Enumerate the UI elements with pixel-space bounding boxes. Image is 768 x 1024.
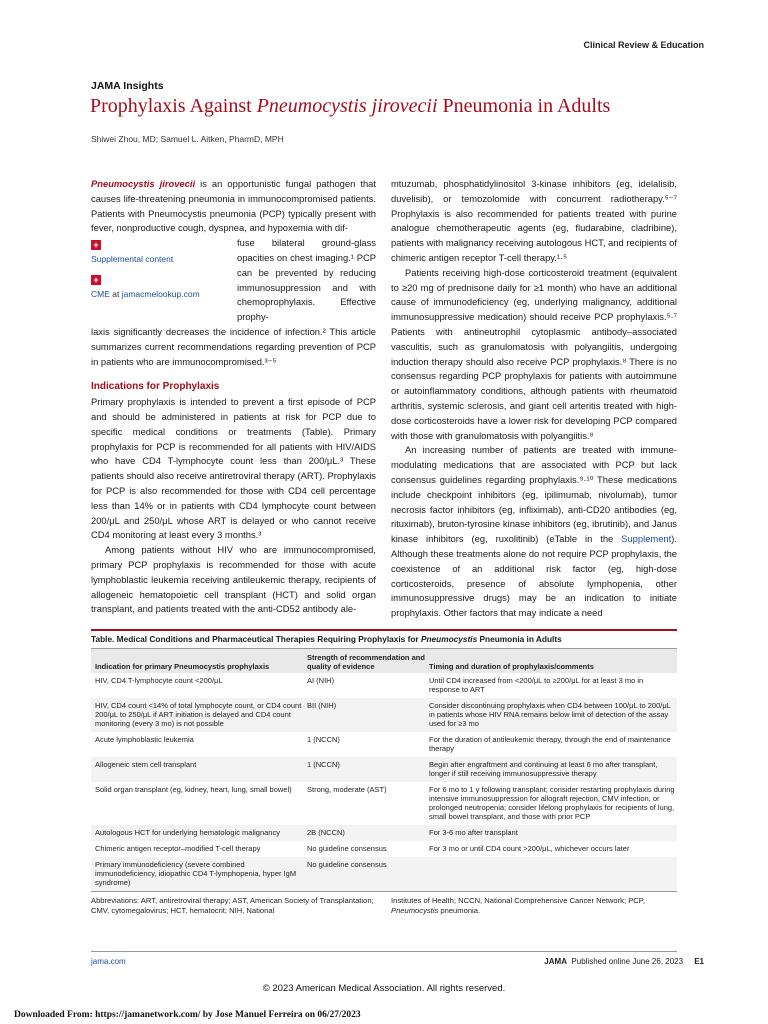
- table-body: [91, 649, 677, 891]
- table-header: Timing and duration of prophylaxis/comments: [427, 649, 677, 673]
- table-row: Autologous HCT for underlying hematologic malignancy 2B (NCCN) For 3-6 mo after transplant: [91, 825, 677, 841]
- cme-link[interactable]: CME at jamacmelookup.com: [91, 289, 200, 300]
- table-row: Allogeneic stem cell transplant 1 (NCCN) Begin after engraftment and continuing at least 6 mo after transplant, longer if still receiving immunosuppressive therapy: [91, 757, 677, 782]
- plus-icon[interactable]: +: [91, 240, 101, 250]
- table-header: Strength of recommendation and quality of evidence: [305, 649, 427, 673]
- body-paragraph: An increasing number of patients are treated with immune-modulating medications that are associated with PCP but lack consensus guidelines regarding prophylaxis.⁹·¹⁰ These medications include checkpoint inhibitors (eg, ipilimumab, nivolumab), tumor necrosis factor inhibitors (eg, infliximab), anti-CD20 antibodies (eg, rituximab), bruton-tyrosine kinase inhibitors (eg, ibrutinib), and Janus kinase inhibitors (eg, ruxolitinib) (eTable in the Supplement). Although these treatments alone do not require PCP prophylaxis, the coexistence of an additional risk factor (eg, high-dose corticosteroids, presence of absolute lymphopenia, other immunosuppressive drugs) may be an indication to initiate prophylaxis. Other factors that may indicate a need: [391, 444, 677, 619]
- table-header: Indication for primary Pneumocystis prophylaxis: [91, 649, 305, 673]
- section-heading: Indications for Prophylaxis: [91, 381, 220, 393]
- table-row: Primary immunodeficiency (severe combined immunodeficiency, idiopathic CD4 T-lymphopenia, hyper IgM syndrome) No guideline consensus: [91, 857, 677, 891]
- column-left: [91, 177, 376, 617]
- copyright: © 2023 American Medical Association. All rights reserved.: [262, 983, 506, 994]
- prophylaxis-table: [91, 629, 677, 915]
- sidebar: [91, 236, 231, 325]
- table-row: HIV, CD4 T-lymphocyte count <200/μL AI (NIH) Until CD4 increased from <200/μL to ≥200/μL for at least 3 mo in response to ART: [95, 676, 644, 694]
- series-label: JAMA Insights: [91, 80, 164, 92]
- lead-term: Pneumocystis jirovecii: [91, 178, 196, 189]
- table-row: HIV, CD4 count <14% of total lymphocyte count, or CD4 count 200/μL to 250/μL if ART initiation is delayed and CD4 count monitoring (every 3 mo) is not possible BII (NIH) Consider discontinuing prophylaxis when CD4 between 100/μL to 200/μL in patients whose HIV RNA remains below limit of detection of the assay used for ≥3 mo: [91, 698, 677, 732]
- page-number: E1: [694, 957, 704, 966]
- intro-paragraph: Pneumocystis jirovecii is an opportunistic fungal pathogen that causes life-threatening pneumonia in immunocompromised patients. Patients with Pneumocystis pneumonia (PCP) typically present with fever, nonproductive cough, dyspnea, and hypoxemia with dif-: [91, 178, 377, 234]
- section-label: Clinical Review & Education: [583, 40, 704, 50]
- body-paragraph: mtuzumab, phosphatidylinositol 3-kinase inhibitors (eg, idelalisib, duvelisib), or temozolomide with concurrent radiotherapy.⁵⁻⁷ Prophylaxis is also recommended for patients treated with purine analogue chemotherapeutic agents (eg, fludarabine, cladribine), patients with malignancy receiving autologous HCT, and recipients of chimeric antigen receptor T-cell therapy.¹·⁵: [391, 178, 677, 263]
- site-link[interactable]: jama.com: [91, 957, 126, 966]
- body-paragraph: Primary prophylaxis is intended to prevent a first episode of PCP and should be administered in patients at risk for PCP due to specific medical conditions or treatments (Table). Primary prophylaxis for PCP is recommended for all patients with HIV/AIDS who have CD4 T-lymphocyte count less than 200/μL.³ These patients should also receive antiretroviral therapy (ART). Prophylaxis for PCP is also recommended for those with CD4 cell percentage less than 14% or in patients with CD4 lymphocyte count between 200/μL and 250/μL whose ART is delayed or who cannot receive CD4 monitoring at least every 3 months.³: [91, 396, 376, 541]
- article-title: Prophylaxis Against Pneumocystis jirovecii Pneumonia in Adults: [90, 95, 611, 117]
- table-row: Chimeric antigen receptor–modified T-cell therapy No guideline consensus For 3 mo or until CD4 count >200/μL, whichever occurs later: [95, 844, 630, 853]
- footer-divider: [91, 951, 677, 952]
- column-right: [391, 177, 677, 621]
- body-paragraph: Patients receiving high-dose corticosteroid treatment (equivalent to ≥20 mg of prednisone daily for ≥1 month) who have an additional cause of immunodeficiency (eg, underlying malignancy, additional immunosuppressive medication) should receive PCP prophylaxis.⁵·⁷ Patients with antineutrophil cytoplasmic antibody–associated vasculitis, such as granulomatosis with polyangiitis, undergoing induction therapy should also receive PCP prophylaxis.⁸ There is no consensus regarding PCP prophylaxis for patients with autoimmune or autoinflammatory conditions, although patients with rheumatoid arthritis, systemic sclerosis, and giant cell arteritis treated with high-dose corticosteroids have a lower risk for developing PCP compared with those with granulomatosis with polyangiitis.⁸: [391, 266, 677, 441]
- table-title: Table. Medical Conditions and Pharmaceutical Therapies Requiring Prophylaxis for Pneumocystis Pneumonia in Adults: [91, 631, 677, 649]
- supplemental-content-link[interactable]: Supplemental content: [91, 254, 174, 265]
- table-row: Solid organ transplant (eg, kidney, heart, lung, small bowel) Strong, moderate (AST) For 6 mo to 1 y following transplant; consider restarting prophylaxis during intensive immunosuppression for allograft rejection, CMV infection, or prolonged neutropenia; consider lifelong prophylaxis for recipients of lung, small bowel transplant, and those with prior PCP: [95, 785, 675, 821]
- authors: Shiwei Zhou, MD; Samuel L. Aitken, PharmD, MPH: [91, 134, 284, 144]
- body-paragraph: Among patients without HIV who are immunocompromised, primary PCP prophylaxis is recommended for those with acute lymphoblastic leukemia receiving antileukemic therapy, recipients of allogeneic hematopoietic cell transplant (HCT) and solid organ transplant, and patients treated with the anti-CD52 antibody ale-: [91, 544, 376, 615]
- plus-icon[interactable]: +: [91, 275, 101, 285]
- intro-paragraph-wrap: fuse bilateral ground-glass opacities on chest imaging.¹ PCP can be prevented by reducing immunosuppression and with chemoprophylaxis. Effective prophy-: [237, 237, 376, 323]
- download-notice: Downloaded From: https://jamanetwork.com/ by Jose Manuel Ferreira on 06/27/2023: [14, 1010, 361, 1020]
- supplement-link[interactable]: Supplement: [621, 533, 672, 545]
- publication-info: JAMA Published online June 26, 2023 E1: [544, 957, 704, 966]
- table-footnote: Abbreviations: ART, antiretroviral therapy; AST, American Society of Transplantation; CMV, cytomegalovirus; HCT, hematocrit; NIH, National Institutes of Health; NCCN, National Comprehensive Cancer Network; PCP, Pneumocystis pneumonia.: [91, 891, 677, 915]
- intro-paragraph-end: laxis significantly decreases the incidence of infection.² This article summarizes current recommendations regarding prevention of PCP in patients who are immunocompromised.³⁻⁵: [91, 325, 376, 367]
- table-row: Acute lymphoblastic leukemia 1 (NCCN) For the duration of antileukemic therapy, through the end of maintenance therapy: [95, 735, 671, 753]
